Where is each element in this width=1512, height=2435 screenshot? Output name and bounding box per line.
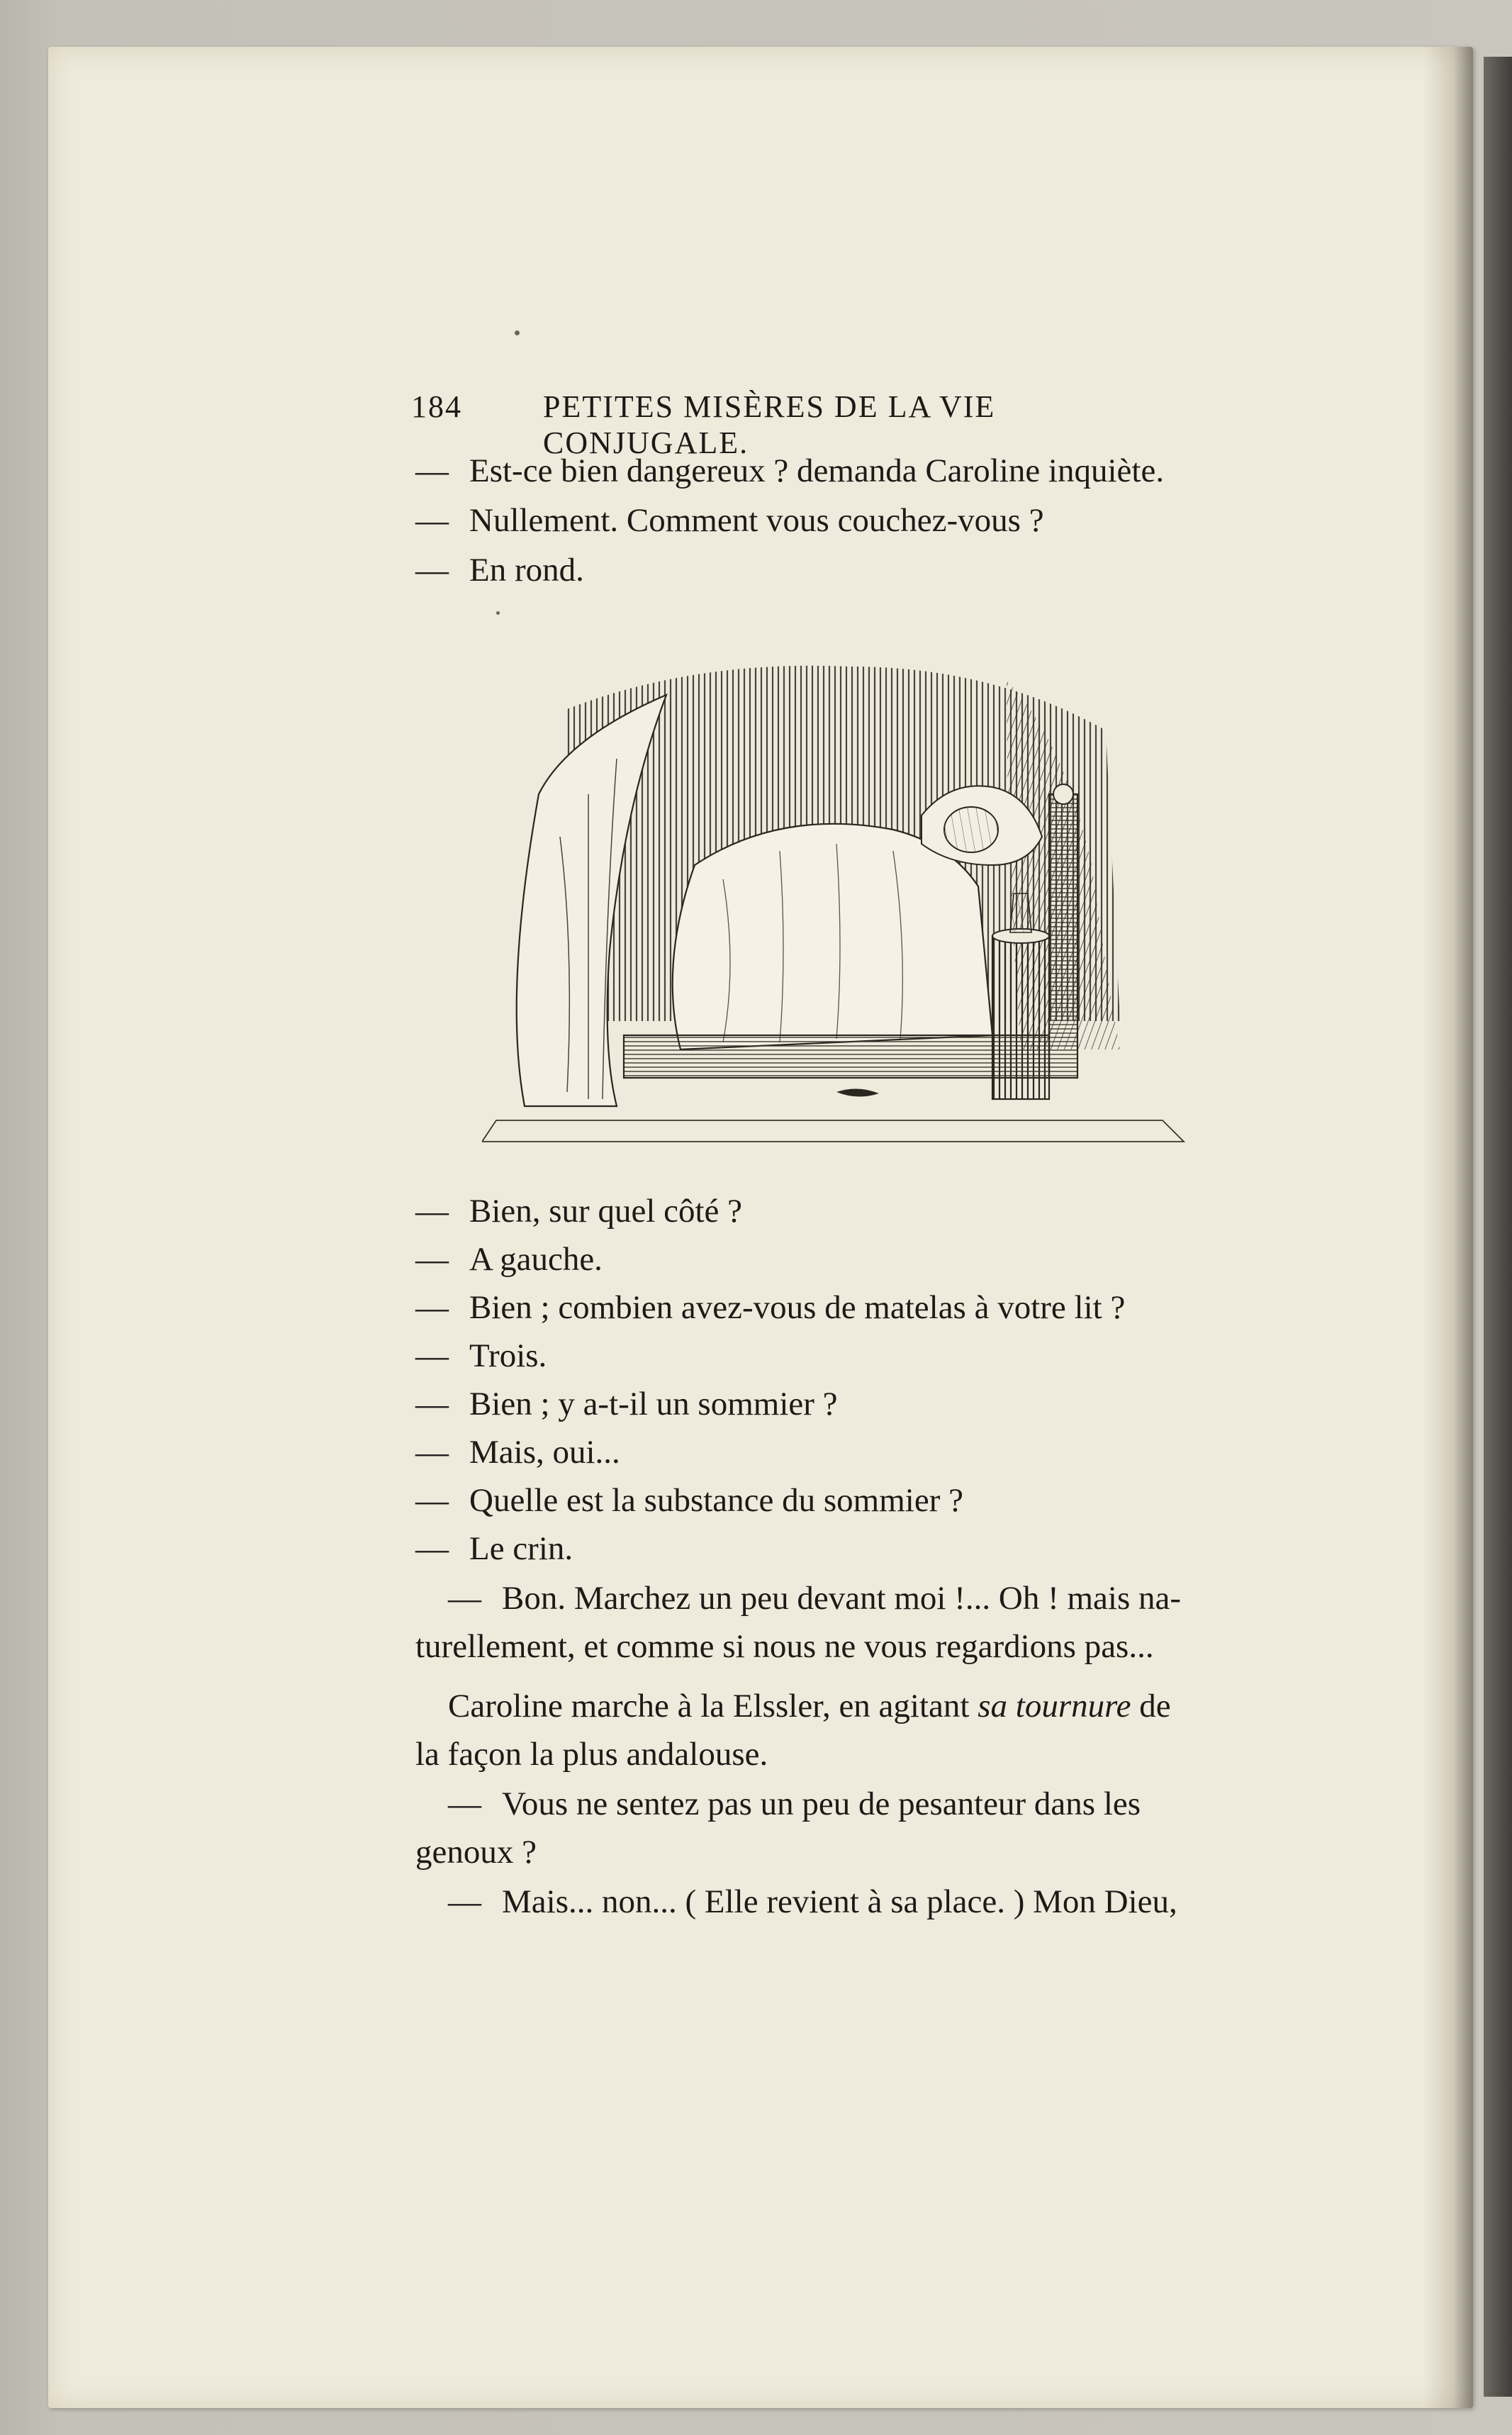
running-header [411, 389, 1191, 460]
paragraph-line: turellement, et comme si nous ne vous regardions pas... [415, 1628, 1154, 1665]
paper-speck [496, 611, 500, 615]
book-spine [1484, 57, 1512, 2397]
page-number: 184 [411, 389, 462, 424]
paragraph-line: genoux ? [415, 1834, 537, 1871]
running-title: PETITES MISÈRES DE LA VIE CONJUGALE. [543, 389, 996, 460]
page-edge-shadow [1423, 47, 1473, 2408]
paragraph-line: la façon la plus andalouse. [415, 1736, 768, 1773]
paragraph-line: Caroline marche à la Elssler, en agitant sa tournure de [448, 1688, 1171, 1724]
paper-speck [515, 330, 520, 335]
italic-phrase: sa tournure [978, 1688, 1131, 1724]
bed-engraving-icon [482, 652, 1191, 1149]
